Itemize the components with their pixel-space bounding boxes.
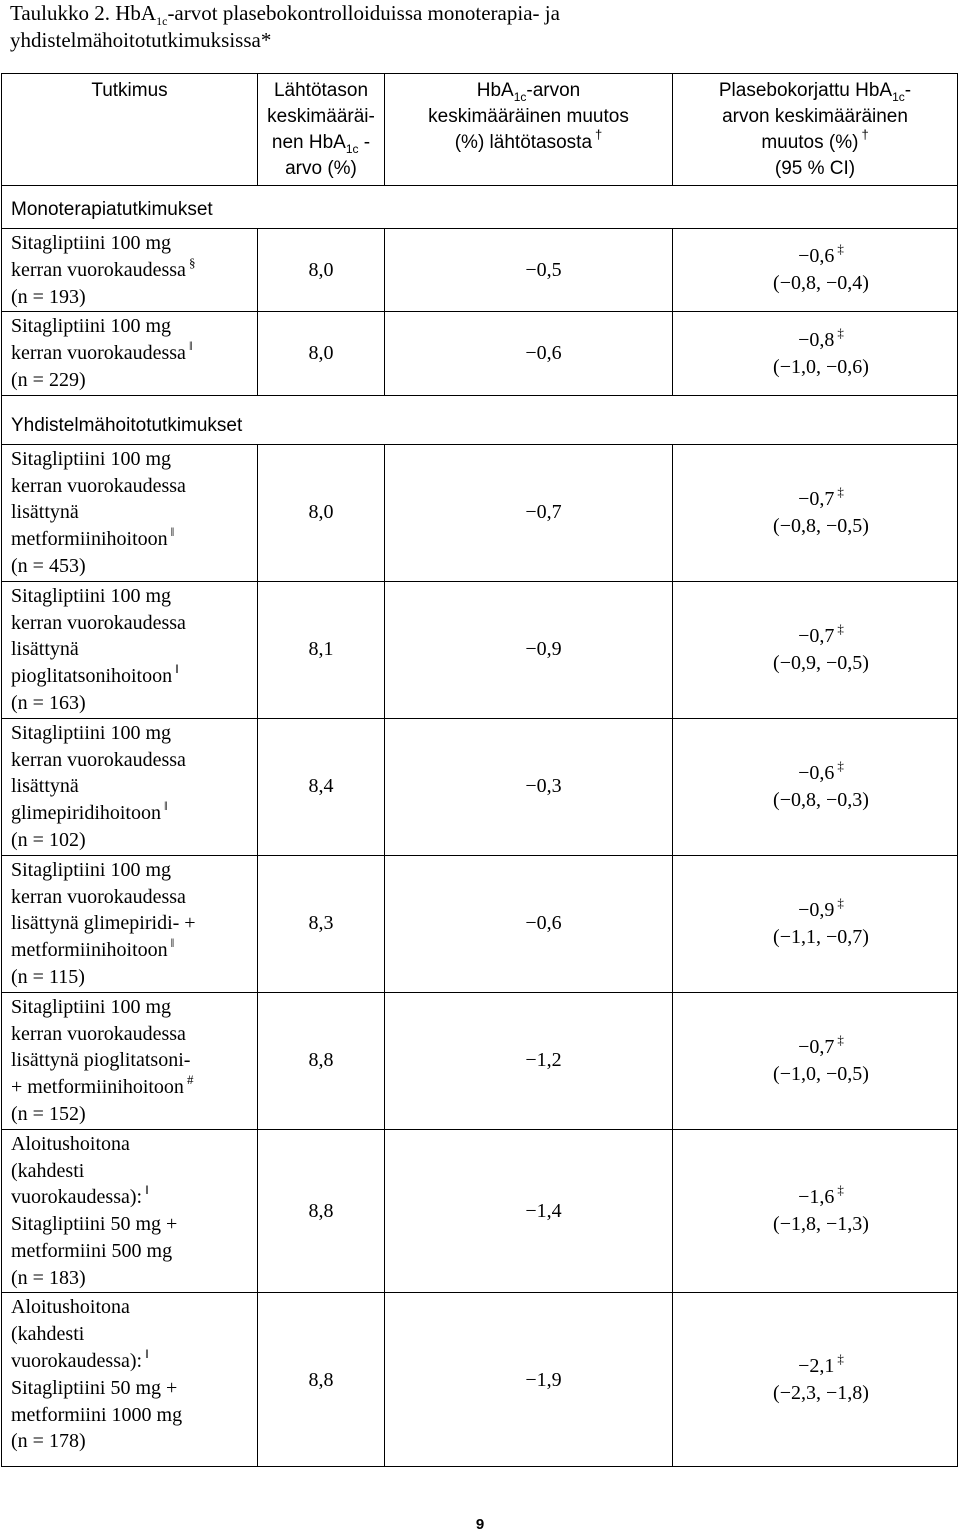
study-line: kerran vuorokaudessa xyxy=(11,748,186,771)
confidence-interval: (−1,1, −0,7) xyxy=(773,925,869,948)
study-cell xyxy=(2,855,258,992)
table-caption xyxy=(10,0,950,54)
baseline-cell: 8,8 xyxy=(258,1129,385,1293)
table-row xyxy=(2,229,958,312)
table-row xyxy=(2,1293,958,1467)
double-dagger-mark: ‡ xyxy=(837,1031,844,1047)
change-cell: −0,3 xyxy=(385,718,673,855)
double-dagger-mark: ‡ xyxy=(837,757,844,773)
study-line: Sitagliptiini 100 mg xyxy=(11,995,172,1018)
study-line: Sitagliptiini 100 mg xyxy=(11,858,172,881)
table-row xyxy=(2,444,958,581)
footnote-mark: § xyxy=(188,254,196,270)
confidence-interval: (−0,8, −0,5) xyxy=(773,514,869,537)
header-baseline: Lähtötason keskimääräi- nen HbA$_{1c}$ - arvo (%) xyxy=(258,74,385,186)
study-line: Sitagliptiini 100 mg xyxy=(11,232,172,254)
dagger-mark: † xyxy=(861,127,869,142)
double-dagger-mark: ‡ xyxy=(837,241,844,257)
change-cell: −1,2 xyxy=(385,992,673,1129)
placebo-corrected-value: −0,7 xyxy=(798,624,835,647)
study-line: + metformiinihoitoon xyxy=(11,1076,184,1099)
study-line: Sitagliptiini 50 mg + xyxy=(11,1376,178,1399)
study-line: lisättynä xyxy=(11,638,79,661)
study-line: Sitagliptiini 100 mg xyxy=(11,447,172,470)
placebo-corrected-cell xyxy=(673,992,958,1129)
table-row xyxy=(2,312,958,395)
placebo-corrected-cell xyxy=(673,312,958,395)
study-line: (kahdesti xyxy=(11,1159,85,1182)
baseline-cell: 8,8 xyxy=(258,1293,385,1467)
study-cell xyxy=(2,229,258,312)
double-dagger-mark: ‡ xyxy=(837,1182,844,1198)
study-line: Sitagliptiini 100 mg xyxy=(11,721,172,744)
study-line: (n = 102) xyxy=(11,828,86,851)
change-cell: −0,6 xyxy=(385,855,673,992)
footnote-mark: ǁ xyxy=(170,524,175,540)
study-line: lisättynä pioglitatsoni- xyxy=(11,1049,191,1072)
confidence-interval: (−1,8, −1,3) xyxy=(773,1213,869,1236)
change-cell: −1,4 xyxy=(385,1129,673,1293)
study-line: (kahdesti xyxy=(11,1323,85,1346)
placebo-corrected-value: −2,1 xyxy=(798,1355,835,1378)
table-row xyxy=(2,718,958,855)
dagger-mark: † xyxy=(595,127,603,142)
double-dagger-mark: ‡ xyxy=(837,620,844,636)
section-label-mono: Monoterapiatutkimukset xyxy=(2,186,958,229)
study-line: Sitagliptiini 50 mg + xyxy=(11,1213,178,1236)
study-line: metformiini 1000 mg xyxy=(11,1403,183,1426)
study-line: kerran vuorokaudessa xyxy=(11,258,186,281)
study-line: lisättynä xyxy=(11,775,79,798)
confidence-interval: (−0,8, −0,4) xyxy=(773,272,869,295)
study-line: (n = 229) xyxy=(11,368,86,391)
caption-prefix: Taulukko 2. HbA xyxy=(10,1,157,25)
study-line: Aloitushoitona xyxy=(11,1132,130,1155)
placebo-corrected-cell xyxy=(673,581,958,718)
header-row xyxy=(2,74,958,186)
study-line: lisättynä glimepiridi- + xyxy=(11,912,196,935)
study-cell xyxy=(2,718,258,855)
double-dagger-mark: ‡ xyxy=(837,1351,844,1367)
placebo-corrected-cell xyxy=(673,229,958,312)
study-line: kerran vuorokaudessa xyxy=(11,885,186,908)
table-row xyxy=(2,855,958,992)
study-line: (n = 453) xyxy=(11,554,86,577)
study-line: (n = 115) xyxy=(11,965,85,988)
placebo-corrected-value: −0,6 xyxy=(798,245,835,268)
study-line: kerran vuorokaudessa xyxy=(11,611,186,634)
confidence-interval: (−1,0, −0,5) xyxy=(773,1062,869,1085)
results-table xyxy=(1,73,958,1467)
header-placebo-corrected: Plasebokorjattu HbA$_{1c}$- arvon keskimääräinen muutos (%) † (95 % CI) xyxy=(673,74,958,186)
double-dagger-mark: ‡ xyxy=(837,483,844,499)
table-row xyxy=(2,581,958,718)
study-cell xyxy=(2,1129,258,1293)
study-cell xyxy=(2,444,258,581)
study-line: Aloitushoitona xyxy=(11,1296,130,1319)
study-line: metformiinihoitoon xyxy=(11,528,168,551)
study-line: kerran vuorokaudessa xyxy=(11,342,186,365)
study-line: glimepiridihoitoon xyxy=(11,802,161,825)
study-line: (n = 178) xyxy=(11,1430,86,1453)
placebo-corrected-value: −1,6 xyxy=(798,1186,835,1209)
baseline-cell: 8,0 xyxy=(258,229,385,312)
change-cell: −1,9 xyxy=(385,1293,673,1467)
table-row xyxy=(2,992,958,1129)
table-row xyxy=(2,1129,958,1293)
study-line: vuorokaudessa): xyxy=(11,1350,143,1373)
baseline-cell: 8,3 xyxy=(258,855,385,992)
confidence-interval: (−2,3, −1,8) xyxy=(773,1381,869,1404)
study-cell xyxy=(2,581,258,718)
study-line: vuorokaudessa): xyxy=(11,1186,143,1209)
placebo-corrected-cell xyxy=(673,444,958,581)
change-cell: −0,5 xyxy=(385,229,673,312)
section-row-mono xyxy=(2,186,958,229)
study-line: metformiinihoitoon xyxy=(11,939,168,962)
footnote-mark: ǁ xyxy=(170,935,175,951)
baseline-cell: 8,1 xyxy=(258,581,385,718)
footnote-mark: ǁ xyxy=(145,1182,149,1198)
placebo-corrected-value: −0,8 xyxy=(798,328,835,351)
caption-subscript: 1c xyxy=(156,14,168,29)
section-label-combo: Yhdistelmähoitotutkimukset xyxy=(2,395,958,444)
placebo-corrected-value: −0,6 xyxy=(798,761,835,784)
study-line: pioglitatsonihoitoon xyxy=(11,665,173,688)
section-row-combo xyxy=(2,395,958,444)
study-line: lisättynä xyxy=(11,501,79,524)
study-line: kerran vuorokaudessa xyxy=(11,474,186,497)
placebo-corrected-cell xyxy=(673,855,958,992)
footnote-mark: ǁ xyxy=(145,1346,149,1362)
baseline-cell: 8,8 xyxy=(258,992,385,1129)
study-line: Sitagliptiini 100 mg xyxy=(11,584,172,607)
caption-rest: -arvot plasebokontrolloiduissa monoterapia- ja xyxy=(167,1,560,25)
placebo-corrected-value: −0,7 xyxy=(798,1035,835,1058)
header-study: Tutkimus xyxy=(2,74,258,186)
confidence-interval: (−1,0, −0,6) xyxy=(773,355,869,378)
change-cell: −0,6 xyxy=(385,312,673,395)
footnote-mark: ǁ xyxy=(188,338,193,354)
study-line: kerran vuorokaudessa xyxy=(11,1022,186,1045)
study-cell xyxy=(2,992,258,1129)
study-line: Sitagliptiini 100 mg xyxy=(11,315,172,338)
placebo-corrected-cell xyxy=(673,718,958,855)
study-cell xyxy=(2,1293,258,1467)
baseline-cell: 8,0 xyxy=(258,444,385,581)
change-cell: −0,9 xyxy=(385,581,673,718)
footnote-mark: ǁ xyxy=(164,798,168,814)
placebo-corrected-value: −0,7 xyxy=(798,487,835,510)
placebo-corrected-cell xyxy=(673,1293,958,1467)
header-change: HbA$_{1c}$-arvon keskimääräinen muutos (%) lähtötasosta † xyxy=(385,74,673,186)
baseline-cell: 8,4 xyxy=(258,718,385,855)
study-line: (n = 152) xyxy=(11,1102,86,1125)
confidence-interval: (−0,8, −0,3) xyxy=(773,788,869,811)
placebo-corrected-cell xyxy=(673,1129,958,1293)
caption-line2: yhdistelmähoitotutkimuksissa* xyxy=(10,28,272,52)
double-dagger-mark: ‡ xyxy=(837,324,844,340)
change-cell: −0,7 xyxy=(385,444,673,581)
placebo-corrected-value: −0,9 xyxy=(798,898,835,921)
baseline-cell: 8,0 xyxy=(258,312,385,395)
study-line: metformiini 500 mg xyxy=(11,1239,173,1262)
study-line: (n = 193) xyxy=(11,285,86,308)
footnote-mark: # xyxy=(186,1072,194,1088)
study-line: (n = 163) xyxy=(11,691,86,714)
double-dagger-mark: ‡ xyxy=(837,894,844,910)
footnote-mark: ǁ xyxy=(175,661,179,677)
study-cell xyxy=(2,312,258,395)
confidence-interval: (−0,9, −0,5) xyxy=(773,651,869,674)
study-line: (n = 183) xyxy=(11,1266,86,1289)
page-number: 9 xyxy=(475,1516,485,1533)
